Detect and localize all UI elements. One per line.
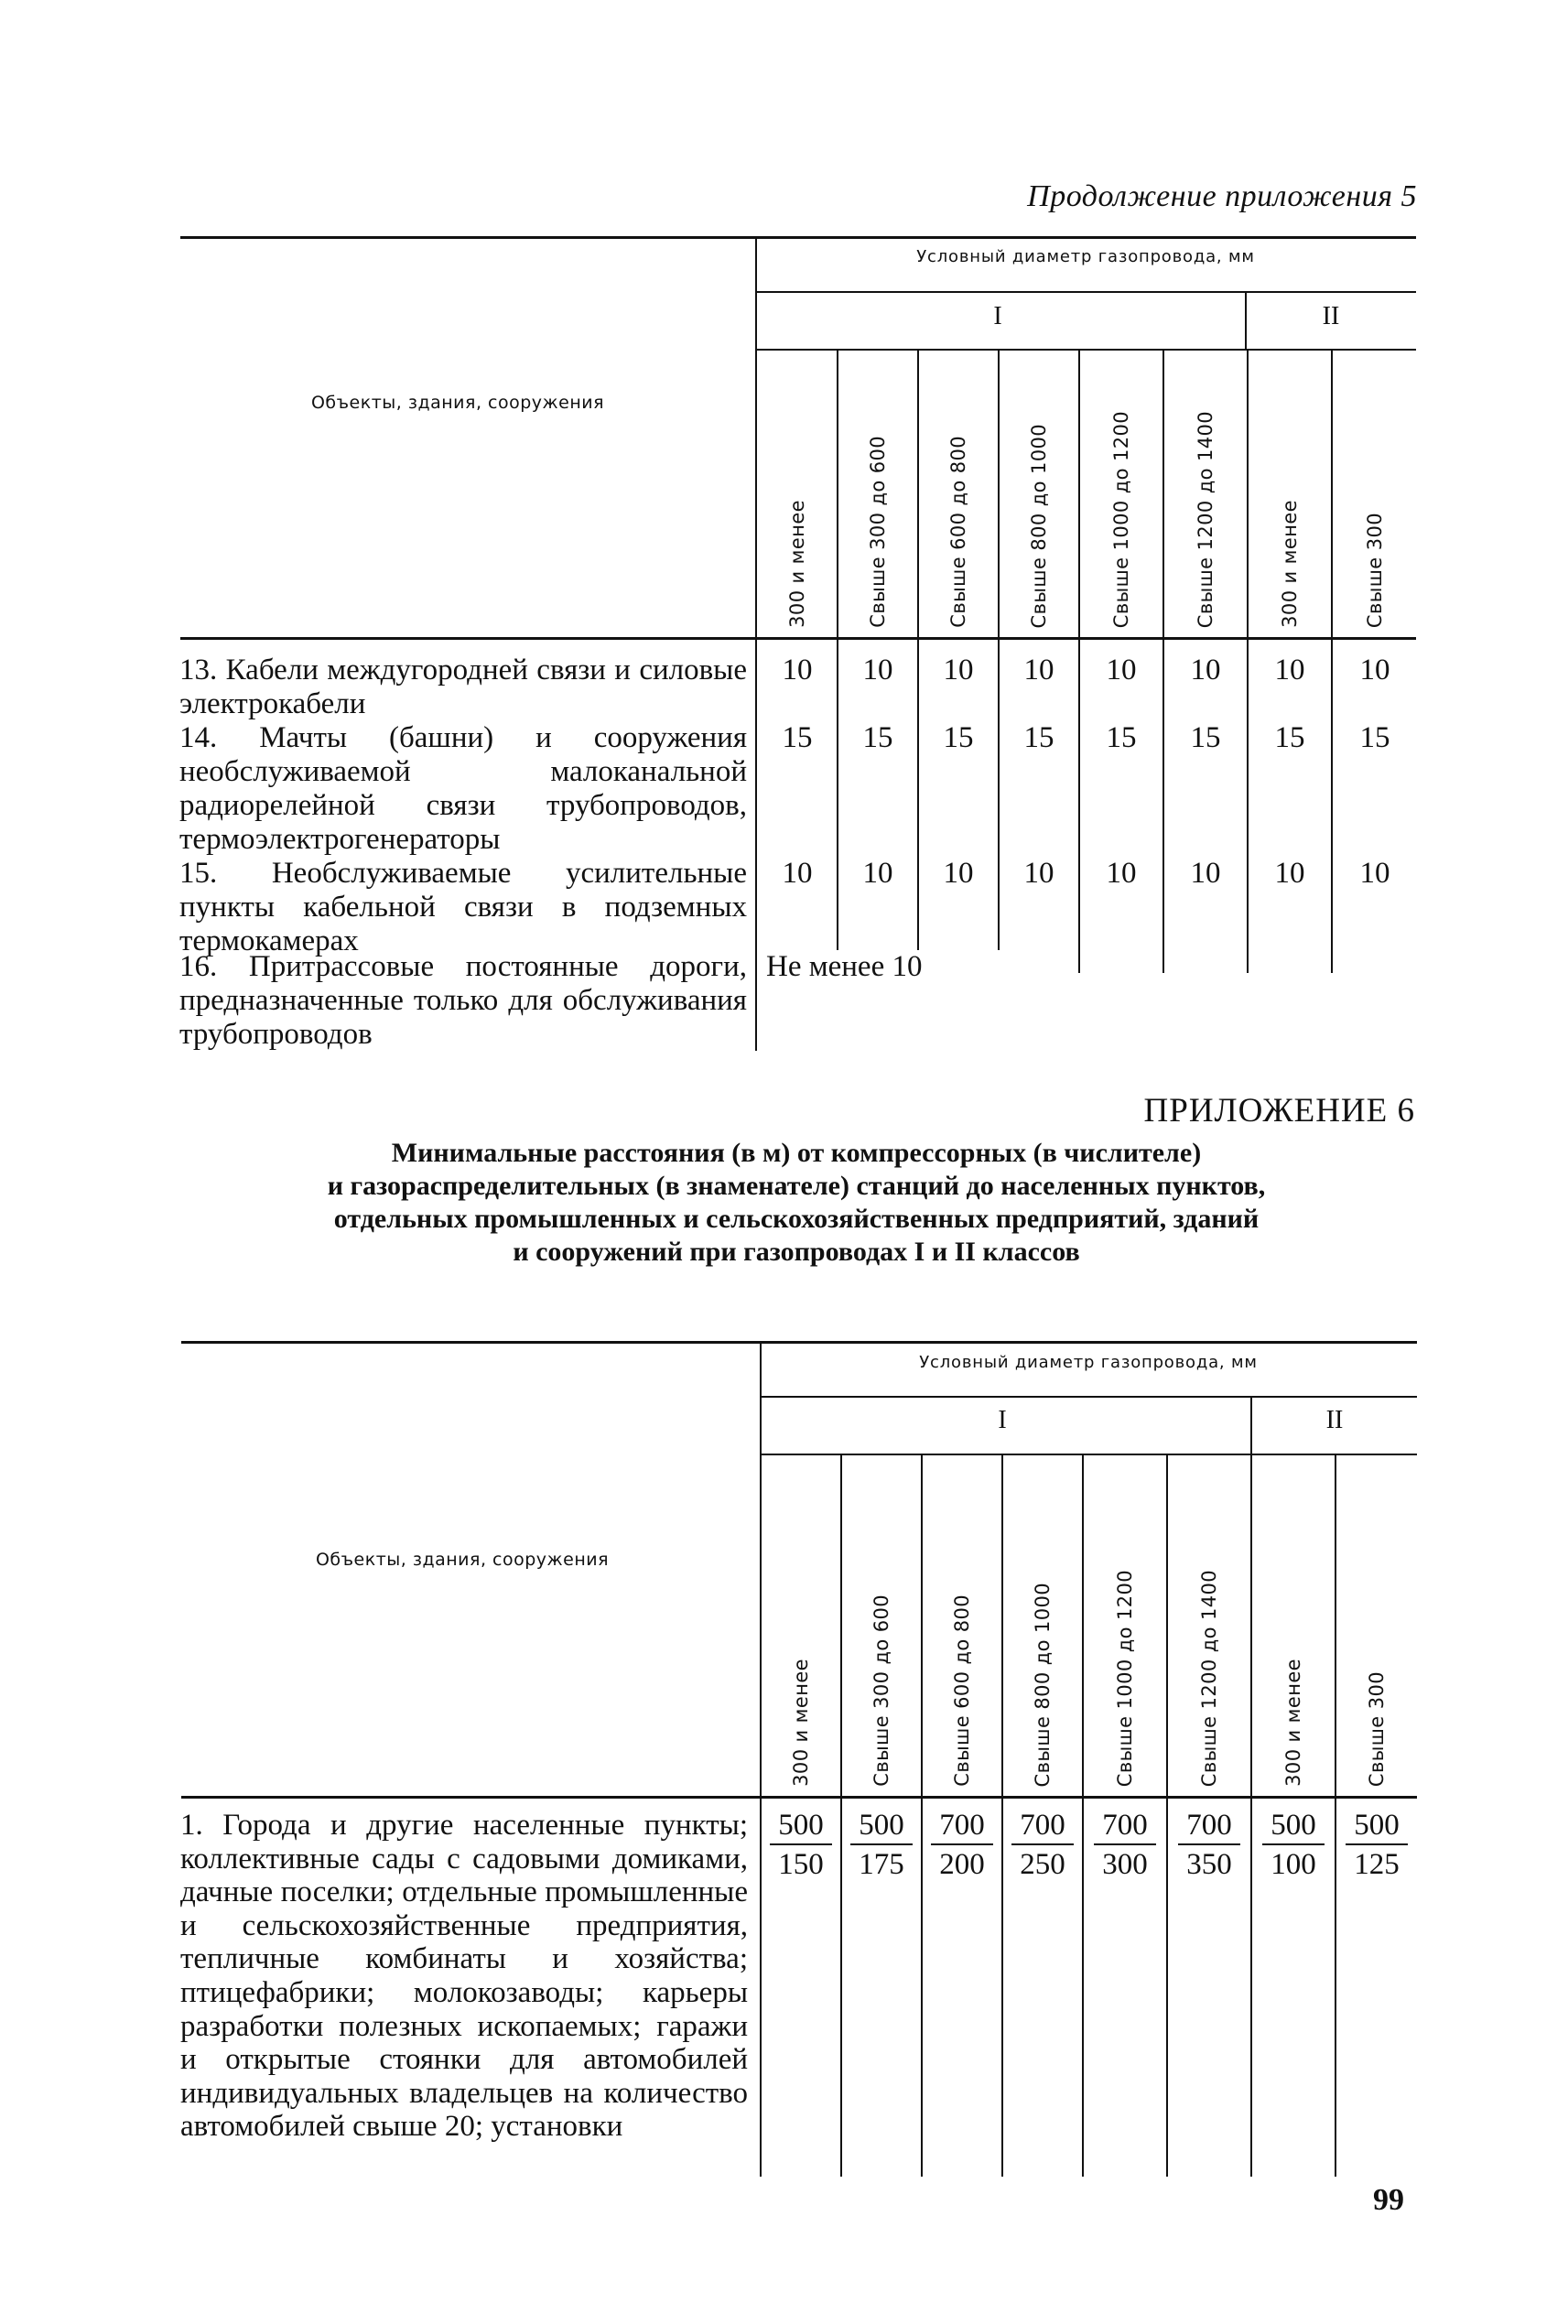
table-cell: 10 <box>1190 857 1221 890</box>
table-cell: 10 <box>1359 654 1390 686</box>
fraction-cell <box>770 1809 832 1881</box>
table-cell: 10 <box>1274 857 1305 890</box>
table-cell: 10 <box>862 654 893 686</box>
table-2-col-header <box>923 1457 1001 1787</box>
table-cell: 15 <box>1190 721 1221 754</box>
table-cell: 15 <box>1023 721 1054 754</box>
fraction-cell <box>1011 1809 1074 1881</box>
table-2-col-header <box>1084 1457 1166 1787</box>
table-2-objects-header: Объекты, здания, сооружения <box>315 1550 610 1570</box>
page-number: 99 <box>1373 2183 1404 2217</box>
running-head: Продолжение приложения 5 <box>1027 179 1417 213</box>
table-1-diameter-rule <box>755 291 1416 293</box>
denominator: 250 <box>1020 1848 1065 1881</box>
numerator: 500 <box>770 1809 832 1845</box>
appendix-title-line: и газораспределительных (в знаменателе) станций до населенных пунктов, <box>327 1171 1266 1201</box>
table-2-class-i: I <box>998 1406 1007 1434</box>
column-header-text: Свыше 300 до 600 <box>871 1594 892 1787</box>
table-2-diameter-rule <box>760 1396 1417 1398</box>
denominator: 125 <box>1354 1848 1400 1881</box>
table-cell: 10 <box>943 654 974 686</box>
table-1-top-rule <box>180 236 1416 239</box>
column-header-text: Свыше 800 до 1000 <box>1028 423 1050 628</box>
denominator: 200 <box>939 1848 985 1881</box>
column-header-text: 300 и менее <box>1282 1659 1304 1787</box>
fraction-cell <box>1178 1809 1240 1881</box>
table-1-class-i: I <box>993 302 1002 330</box>
table-2-col-header <box>1003 1457 1082 1787</box>
fraction-cell <box>850 1809 913 1881</box>
denominator: 300 <box>1102 1848 1148 1881</box>
table-1-row-16-text: 16. Притрассовые постоянные дороги, предназначенные только для обслуживания трубопроводов <box>179 950 747 1051</box>
table-2-class-rule <box>760 1454 1417 1455</box>
table-1-col-header <box>757 353 837 628</box>
column-header-text: Свыше 1000 до 1200 <box>1114 1569 1136 1787</box>
column-header-text: Свыше 600 до 800 <box>951 1594 973 1787</box>
column-header-text: 300 и менее <box>785 500 808 628</box>
table-1-col-header <box>1164 353 1247 628</box>
table-cell: 10 <box>1106 857 1137 890</box>
table-2-class-ii: II <box>1325 1406 1344 1434</box>
table-1-col-header <box>838 353 917 628</box>
table-cell: 15 <box>1106 721 1137 754</box>
table-cell: 10 <box>782 654 813 686</box>
table-cell: 10 <box>782 857 813 890</box>
table-2-header-bottom-rule <box>181 1796 1417 1799</box>
column-header-text: Свыше 300 до 600 <box>867 436 889 628</box>
table-cell: 10 <box>1023 857 1054 890</box>
table-cell: 15 <box>943 721 974 754</box>
table-1-diameter-header: Условный диаметр газопровода, мм <box>916 247 1255 266</box>
table-cell: 10 <box>1106 654 1137 686</box>
fraction-cell <box>1346 1809 1408 1881</box>
appendix-title <box>183 1137 1410 1269</box>
table-2-col-header <box>1168 1457 1250 1787</box>
fraction-cell <box>1262 1809 1325 1881</box>
table-cell: 10 <box>862 857 893 890</box>
fraction-cell <box>931 1809 993 1881</box>
table-cell: 10 <box>1359 857 1390 890</box>
table-1-col-header <box>1249 353 1331 628</box>
column-header-text: Свыше 1200 до 1400 <box>1198 1569 1220 1787</box>
column-header-text: Свыше 800 до 1000 <box>1032 1582 1054 1787</box>
table-1-class-rule <box>755 349 1416 351</box>
table-cell: 15 <box>782 721 813 754</box>
column-header-text: Свыше 300 <box>1363 512 1386 628</box>
table-cell: 10 <box>1023 654 1054 686</box>
table-2-col-header <box>1252 1457 1335 1787</box>
table-cell: 10 <box>943 857 974 890</box>
table-2-diameter-header: Условный диаметр газопровода, мм <box>919 1353 1258 1372</box>
denominator: 100 <box>1271 1848 1316 1881</box>
table-2-col-header <box>762 1457 840 1787</box>
numerator: 700 <box>1094 1809 1156 1845</box>
table-1-col-header <box>1080 353 1162 628</box>
table-cell: 10 <box>1274 654 1305 686</box>
table-cell: 15 <box>862 721 893 754</box>
table-2-row-1-text: 1. Города и другие населенные пункты; коллективные сады с садовыми домиками, дачные поселки; отдельные промышленные и сельскохозяйственные предприятия, тепличные комбинаты и хозяйства; птицефабрики; молокозаводы; карьеры разработки полезных ископаемых; гаражи и открытые стоянки для автомобилей индивидуальных владельцев на количество автомобилей свыше 20; установки <box>180 1809 748 2144</box>
denominator: 150 <box>778 1848 824 1881</box>
column-header-text: Свыше 1000 до 1200 <box>1110 410 1132 628</box>
table-1-col-header <box>919 353 998 628</box>
table-1-header-bottom-rule <box>180 637 1416 640</box>
fraction-cell <box>1094 1809 1156 1881</box>
table-1-row-14-text: 14. Мачты (башни) и сооружения необслуживаемой малоканальной радиорелейной связи трубопроводов, термоэлектрогенераторы <box>179 721 747 856</box>
numerator: 500 <box>850 1809 913 1845</box>
table-1-objects-header: Объекты, здания, сооружения <box>310 393 605 413</box>
appendix-title-line: отдельных промышленных и сельскохозяйственных предприятий, зданий <box>333 1204 1260 1234</box>
column-header-text: Свыше 1200 до 1400 <box>1195 410 1217 628</box>
numerator: 700 <box>1178 1809 1240 1845</box>
column-header-text: 300 и менее <box>790 1659 812 1787</box>
table-1-col-header <box>1000 353 1078 628</box>
table-1-class-ii: II <box>1322 302 1340 330</box>
table-2-top-rule <box>181 1341 1417 1344</box>
table-cell: 10 <box>1190 654 1221 686</box>
numerator: 500 <box>1262 1809 1325 1845</box>
appendix-title-line: Минимальные расстояния (в м) от компрессорных (в числителе) <box>391 1138 1202 1168</box>
column-header-text: 300 и менее <box>1279 500 1301 628</box>
denominator: 175 <box>859 1848 904 1881</box>
appendix-label: ПРИЛОЖЕНИЕ 6 <box>1143 1092 1415 1130</box>
table-cell: 15 <box>1359 721 1390 754</box>
table-2-class-divider <box>1250 1396 1252 1454</box>
table-1-row-13-text: 13. Кабели междугородней связи и силовые электрокабели <box>179 654 747 720</box>
table-1-col-header <box>1333 353 1416 628</box>
numerator: 500 <box>1346 1809 1408 1845</box>
table-1-class-divider <box>1245 291 1247 349</box>
table-2-col-header <box>842 1457 921 1787</box>
numerator: 700 <box>1011 1809 1074 1845</box>
numerator: 700 <box>931 1809 993 1845</box>
table-1-row-16-span-value: Не менее 10 <box>766 950 1004 984</box>
column-header-text: Свыше 600 до 800 <box>947 436 969 628</box>
appendix-title-line: и сооружений при газопроводах I и II классов <box>513 1237 1080 1267</box>
table-cell: 15 <box>1274 721 1305 754</box>
column-header-text: Свыше 300 <box>1366 1670 1388 1787</box>
table-1-row-15-text: 15. Необслуживаемые усилительные пункты кабельной связи в подземных термокамерах <box>179 857 747 957</box>
denominator: 350 <box>1186 1848 1232 1881</box>
table-2-col-header <box>1336 1457 1417 1787</box>
